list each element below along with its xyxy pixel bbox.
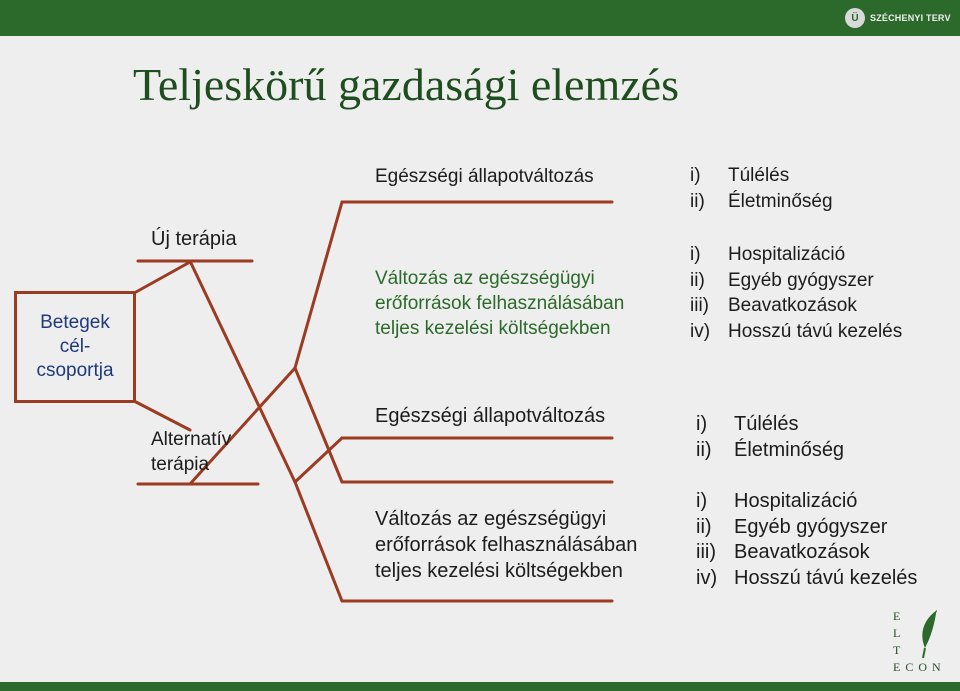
list-item: iii) Beavatkozások [690, 295, 857, 316]
target-group-box [14, 291, 136, 403]
list-item: ii) Életminőség [690, 190, 833, 212]
list-item: i) Hospitalizáció [696, 490, 858, 512]
connector-box-to-alt [136, 402, 190, 430]
list-item: i) Túlélés [696, 413, 799, 435]
alt-health-change-label: Egészségi állapotváltozás [375, 405, 606, 427]
list-item: i) Hospitalizáció [690, 244, 846, 265]
connector-new-fork-top [295, 202, 342, 368]
connector-box-to-new [136, 262, 190, 292]
elte-econ-logo [893, 608, 949, 676]
list-item: i) Túlélés [690, 165, 790, 186]
new-cost-items-list [690, 242, 902, 344]
new-health-outcomes-list [690, 163, 833, 214]
leaf-icon [917, 608, 943, 660]
footer-bar [0, 682, 960, 691]
alt-health-outcomes-list [696, 412, 844, 463]
elte-econ-letters: E L T ECON [893, 609, 946, 674]
list-item: ii) Életminőség [696, 438, 845, 461]
list-item: ii) Egyéb gyógyszer [696, 515, 888, 538]
connector-new-fork-bottom [295, 368, 342, 482]
slide-title: Teljeskörű gazdasági elemzés [133, 59, 679, 110]
target-group-label: Betegek cél-csoportja [36, 312, 114, 381]
connector-alt-fork-top [295, 438, 342, 482]
new-health-change-label: Egészségi állapotváltozás [375, 166, 594, 187]
list-item: iii) Beavatkozások [696, 541, 870, 563]
list-item: iv) Hosszú távú kezelés [690, 320, 903, 342]
alt-cost-items-list [696, 489, 917, 591]
szechenyi-logo-icon: Ü [845, 8, 865, 28]
list-item: ii) Egyéb gyógyszer [690, 269, 874, 291]
list-item: iv) Hosszú távú kezelés [696, 566, 918, 589]
brand-text: SZÉCHENYI TERV [870, 13, 951, 23]
therapy-new-label: Új terápia [151, 228, 237, 250]
connector-alt-fork-bottom [295, 482, 342, 601]
